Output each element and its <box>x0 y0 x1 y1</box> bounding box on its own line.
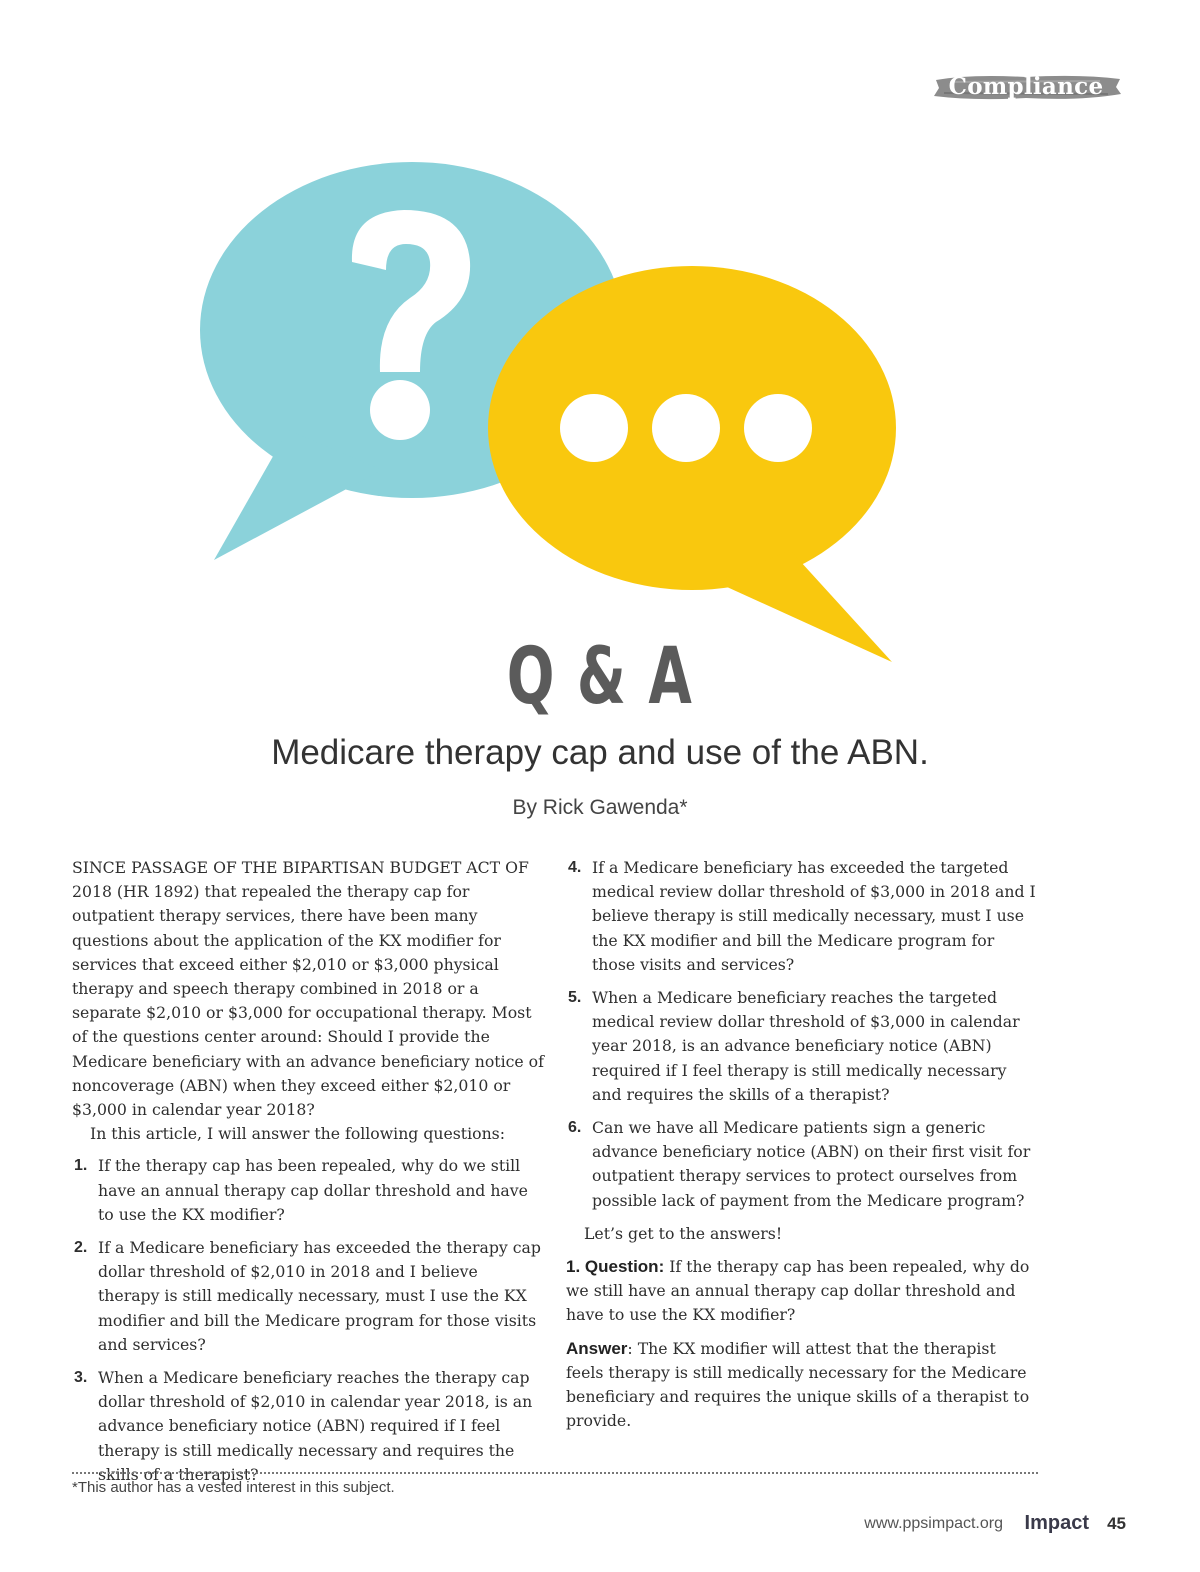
list-item-text: When a Medicare beneficiary reaches the therapy cap dollar threshold of $2,010 in calendar year 2018, is an advance beneficiary notice (ABN) required if I feel therapy is still medically necessary and requires the skills of a therapist? <box>98 1368 533 1484</box>
qa1-answer-text: The KX modifier will attest that the therapist feels therapy is still medically necessary for the Medicare beneficiary and requires the unique skills of a therapist to provide. <box>566 1338 1030 1431</box>
list-item <box>566 986 1038 1107</box>
list-item-number: 3. <box>74 1369 88 1387</box>
list-item <box>566 1116 1038 1213</box>
footnote-divider <box>72 1472 1038 1474</box>
list-item <box>566 856 1038 977</box>
section-tag-label: Compliance <box>948 73 1104 100</box>
right-column <box>566 856 1038 1442</box>
qa1-question-label: 1. Question: <box>566 1257 665 1277</box>
footer-url: www.ppsimpact.org <box>864 1515 1003 1532</box>
article-heading: Q & A <box>506 632 694 722</box>
qa1-question-text: If the therapy cap has been repealed, why do we still have an annual therapy cap dollar threshold and have to use the KX modifier? <box>566 1257 1030 1325</box>
intro-paragraph: SINCE PASSAGE OF THE BIPARTISAN BUDGET ACT OF 2018 (HR 1892) that repealed the therapy cap for outpatient therapy services, there have been many questions about the application of the KX modifier for services that exceed either $2,010 or $3,000 physical therapy and speech therapy combined in 2018 or a separate $2,010 or $3,000 for occupational therapy. Most of the questions center around: Should I provide the Medicare beneficiary with an advance beneficiary notice of noncoverage (ABN) when they exceed either $2,010 or $3,000 in calendar year 2018? <box>72 858 544 1120</box>
list-item-number: 5. <box>568 989 582 1007</box>
qa1-answer-label: Answer <box>566 1338 628 1358</box>
question-list-right <box>566 856 1038 1213</box>
answers-intro: Let’s get to the answers! <box>584 1223 783 1243</box>
list-item-number: 2. <box>74 1239 88 1257</box>
footnote: *This author has a vested interest in this subject. <box>72 1479 395 1496</box>
list-item <box>72 1366 544 1487</box>
list-item-text: If a Medicare beneficiary has exceeded the targeted medical review dollar threshold of $3,000 in 2018 and I believe therapy is still medically necessary, must I use the KX modifier and bill the Medicare program for those visits and services? <box>592 858 1036 974</box>
footer-publication: Impact <box>1024 1512 1089 1534</box>
list-item <box>72 1154 544 1227</box>
list-item-text: Can we have all Medicare patients sign a generic advance beneficiary notice (ABN) on their first visit for outpatient therapy services to protect ourselves from possible lack of payment from the Medicare program? <box>592 1118 1031 1210</box>
qa1-answer <box>566 1337 1038 1434</box>
qa1-question <box>566 1255 1038 1328</box>
article-byline: By Rick Gawenda* <box>512 796 688 819</box>
answer-bubble-icon <box>488 266 896 662</box>
list-item-number: 6. <box>568 1119 582 1137</box>
list-item-text: When a Medicare beneficiary reaches the targeted medical review dollar threshold of $3,000 in calendar year 2018, is an advance beneficiary notice (ABN) required if I feel therapy is still medically necessary and requires the skills of a therapist? <box>592 988 1020 1104</box>
list-item-number: 4. <box>568 859 582 876</box>
question-list-left <box>72 1154 544 1487</box>
left-column <box>72 856 544 1496</box>
list-item <box>72 1236 544 1357</box>
speech-bubbles-illustration <box>0 0 1200 680</box>
intro-follow-paragraph: In this article, I will answer the following questions: <box>90 1124 506 1144</box>
qa1-answer-colon: : <box>627 1338 633 1358</box>
list-item-text: If the therapy cap has been repealed, why do we still have an annual therapy cap dollar threshold and have to use the KX modifier? <box>98 1156 528 1224</box>
list-item-number: 1. <box>74 1157 88 1175</box>
page-number: 45 <box>1107 1514 1126 1533</box>
list-item-text: If a Medicare beneficiary has exceeded the therapy cap dollar threshold of $2,010 in 2018 and I believe therapy is still medically necessary, must I use the KX modifier and bill the Medicare program for those visits and services? <box>98 1238 541 1354</box>
article-subtitle: Medicare therapy cap and use of the ABN. <box>271 733 929 772</box>
